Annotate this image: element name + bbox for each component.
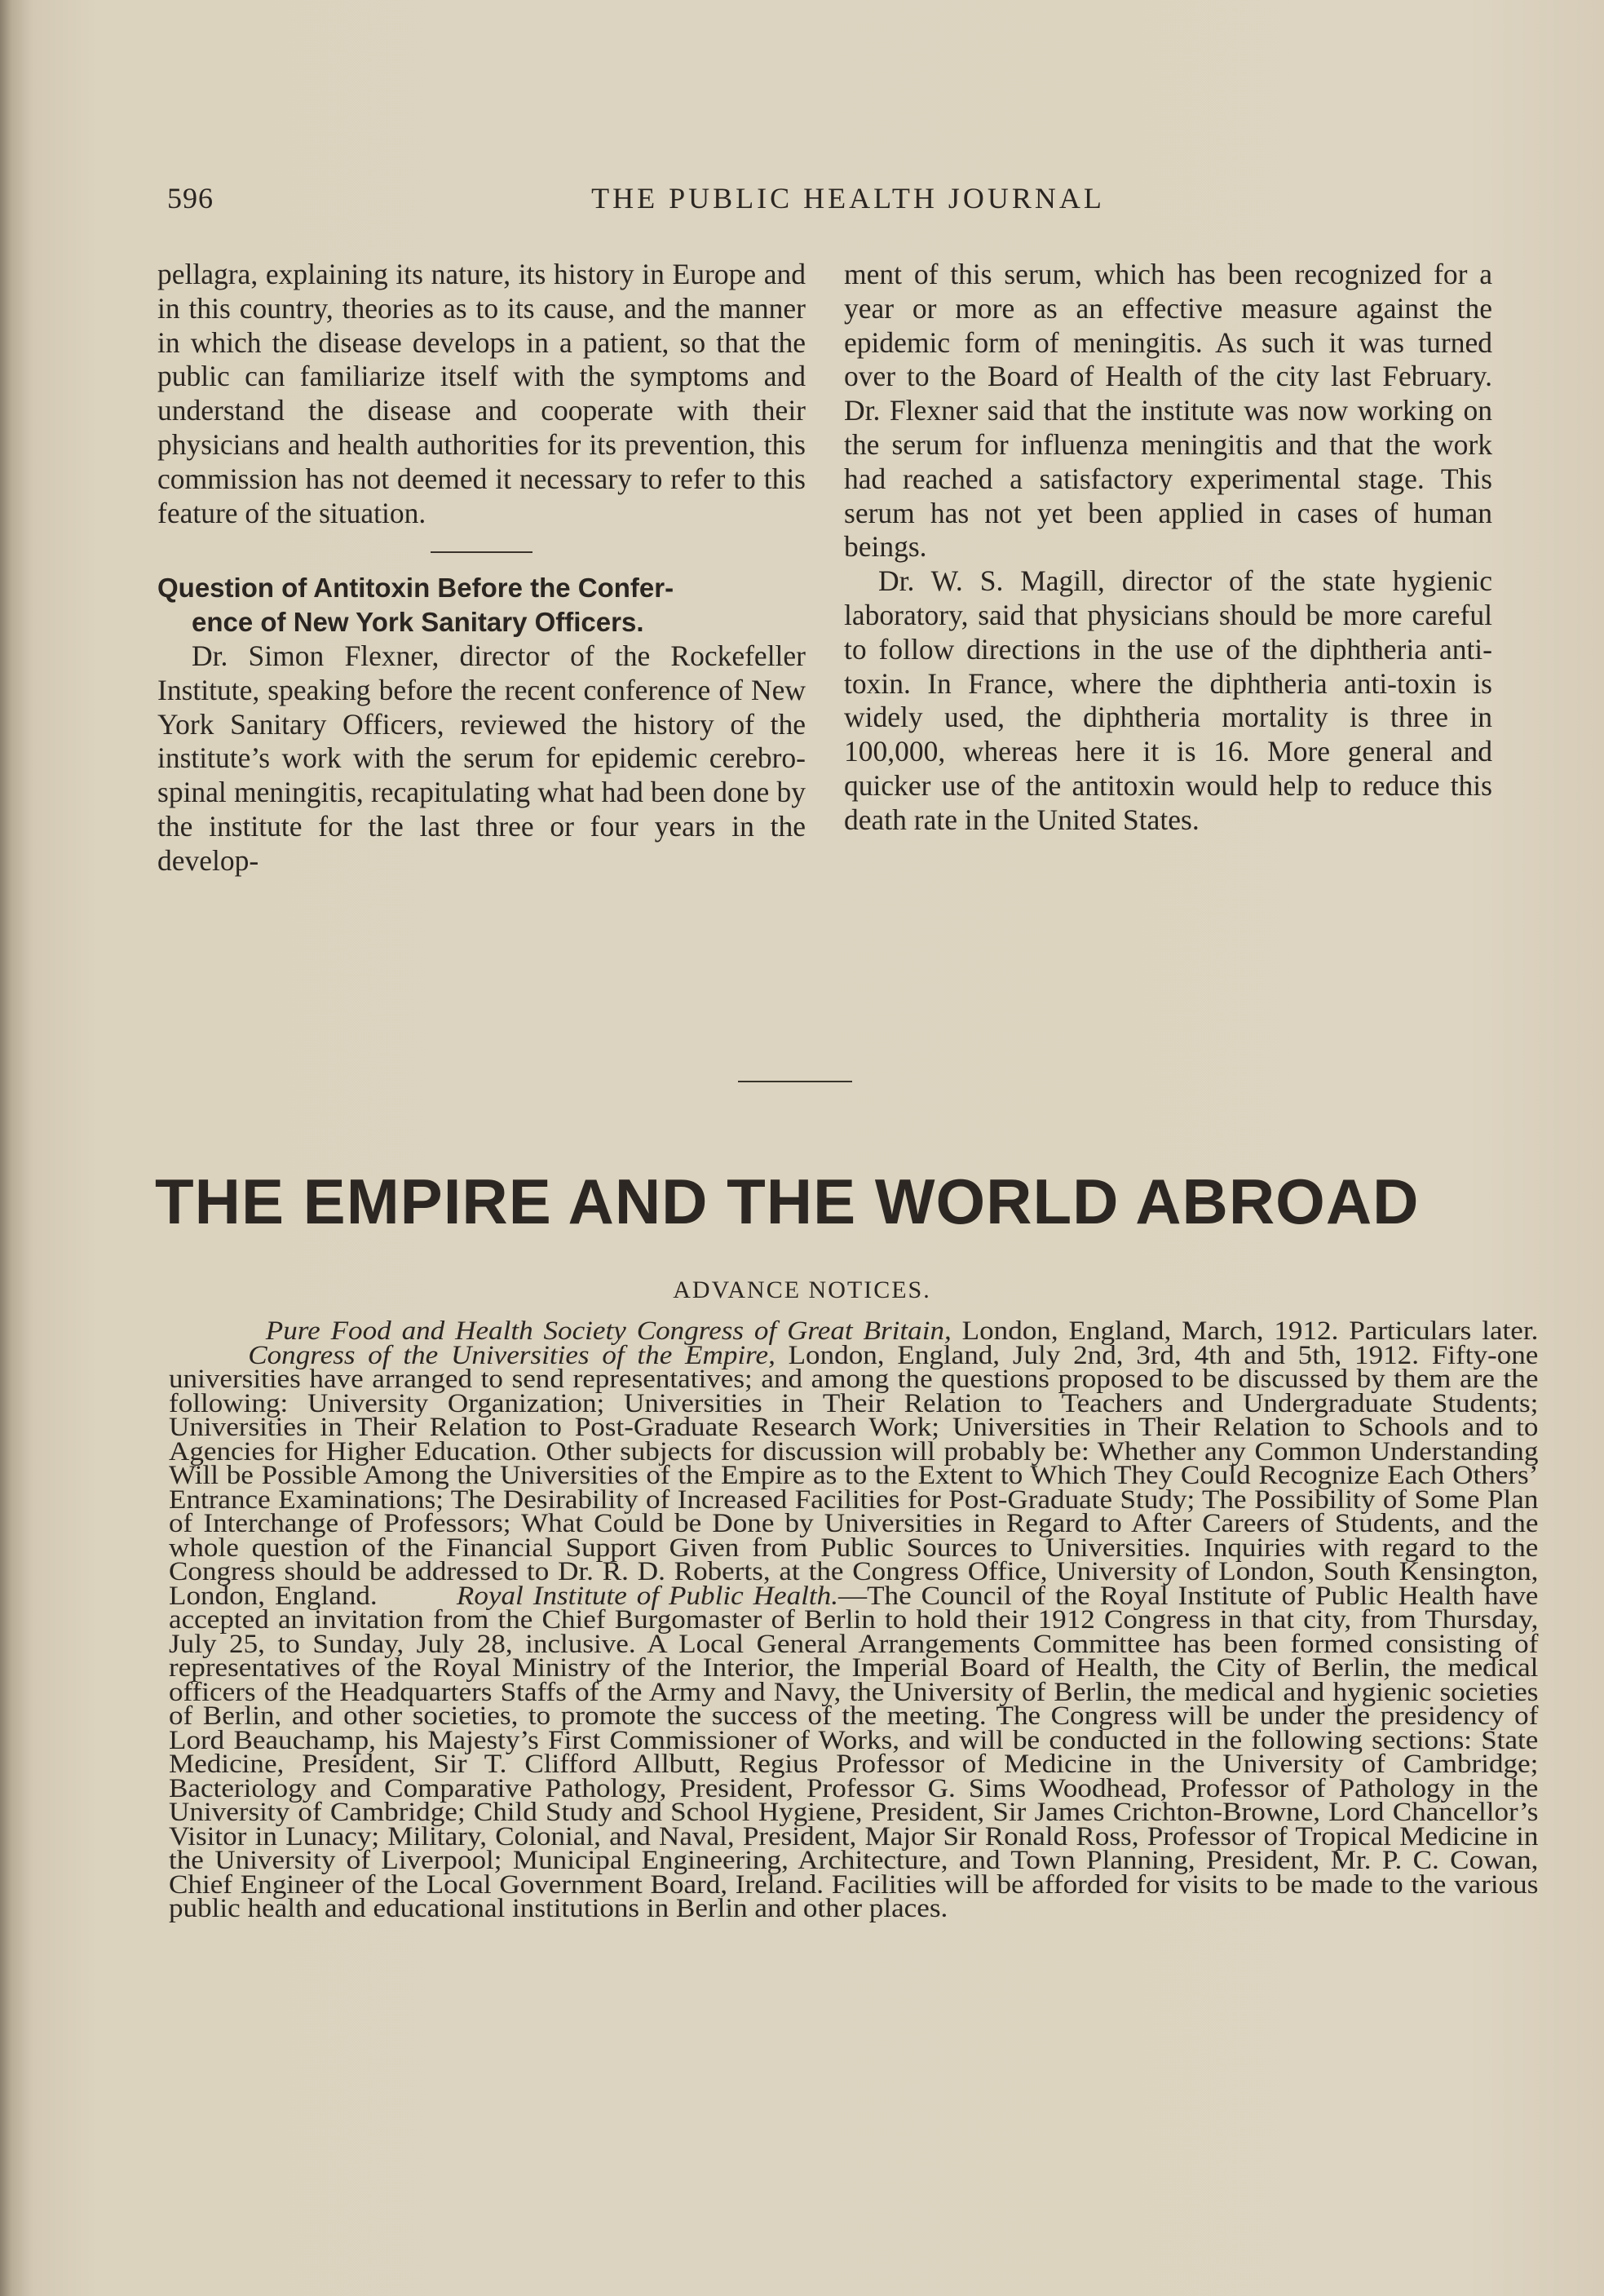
page-number: 596 xyxy=(167,182,214,215)
section-title: THE EMPIRE AND THE WORLD ABROAD xyxy=(155,1166,1420,1237)
right-column xyxy=(844,258,1492,838)
antitoxin-heading-line-2: ence of New York Sanitary Officers. xyxy=(192,607,644,638)
notices-paragraph xyxy=(169,1316,1539,1923)
notice-3-title: Royal Institute of Public Health. xyxy=(456,1581,838,1611)
notice-1-title: Pure Food and Health Society Congress of Great Britain, xyxy=(265,1316,952,1346)
advance-notices-heading: ADVANCE NOTICES. xyxy=(673,1276,931,1303)
notice-3-text: —The Council of the Royal Institute of Public Health have accepted an invitation from the Chief Burgomaster of Berlin to hold their 1912 Congress in that city, from Thursday, July 25, to Sunday, July 28, inclusive. A Local General Arrangements Committee has been formed consisting of representatives of the Royal Ministry of the Interior, the Imperial Board of Health, the City of Berlin, the medical officers of the Headquarters Staffs of the Army and Navy, the University of Berlin, the medical and hygienic societies of Berlin, and other societies, to promote the success of the meeting. The Congress will be under the presidency of Lord Beauchamp, his Majesty’s First Commissioner of Works, and will be conducted in the following sections: State Medicine, President, Sir T. Clifford Allbutt, Regius Professor of Medicine in the University of Cambridge; Bacteriology and Comparative Pathology, President, Professor G. Sims Woodhead, Professor of Pathology in the University of Cambridge; Child Study and School Hygiene, President, Sir James Crichton-Browne, Lord Chancellor’s Visitor in Lunacy; Military, Colonial, and Naval, President, Major Sir Ronald Ross, Professor of Tropical Medicine in the University of Liverpool; Municipal Engineering, Architecture, and Town Planning, President, Mr. P. C. Cowan, Chief Engineer of the Local Government Board, Ireland. Facilities will be afforded for visits to be made to the various public health and educational institutions in Berlin and other places. xyxy=(169,1581,1539,1923)
left-paragraph-2: Dr. Simon Flexner, director of the Rockefeller Institute, speaking before the recent conference of New York Sanitary Officers, reviewed the history of the institute’s work with the serum for epidemic cerebro-spinal meningitis, recapitulating what had been done by the institute for the last three or four years in the develop- xyxy=(157,639,806,877)
notice-2-text: London, England, July 2nd, 3rd, 4th and 5th, 1912. Fifty-one universities have arranged to send representatives; and among the questions proposed to be discussed by them are the following: University Organization; Universities in Their Relation to Teachers and Undergraduate Students; Universities in Their Relation to Post-Graduate Research Work; Universities in Their Relation to Schools and to Agencies for Higher Education. Other subjects for discussion will probably be: Whether any Common Understanding Will be Possible Among the Universities of the Empire as to the Extent to Which They Could Recognize Each Others’ Entrance Examinations; The Desirability of Increased Facilities for Post-Graduate Study; The Possibility of Some Plan of Interchange of Professors; What Could be Done by Universities in Regard to After Careers of Students, and the whole question of the Financial Support Given from Public Sources to Universities. Inquiries with regard to the Congress should be addressed to Dr. R. D. Roberts, at the Congress Office, University of London, South Kensington, London, England. xyxy=(169,1340,1539,1611)
notice-1-text: London, England, March, 1912. Particulars later. xyxy=(961,1316,1539,1346)
advance-notices-body xyxy=(169,1316,1539,1923)
running-title: THE PUBLIC HEALTH JOURNAL xyxy=(591,182,1105,215)
left-column xyxy=(157,258,806,878)
left-paragraph-1: pellagra, explaining its nature, its history in Europe and in this country, theories as to its cause, and the manner in which the disease develops in a patient, so that the public can familiarize itself with the symptoms and understand the disease and cooperate with their physicians and health authorities for its prevention, this commission has not deemed it necessary to refer to this feature of the situation. xyxy=(157,258,806,529)
page-header xyxy=(167,181,1529,222)
section-divider-rule xyxy=(738,1081,852,1082)
antitoxin-heading-line-1: Question of Antitoxin Before the Confer- xyxy=(157,573,674,604)
column-divider-rule xyxy=(431,551,532,553)
right-paragraph-2: Dr. W. S. Magill, director of the state hygienic laboratory, said that physicians should be more careful to follow directions in the use of the diphtheria anti-toxin. In France, where the diphtheria anti-toxin is widely used, the diphtheria mortality is three in 100,000, whereas here it is 16. More general and quicker use of the antitoxin would help to reduce this death rate in the United States. xyxy=(844,564,1492,836)
notice-2-title: Congress of the Universities of the Empire, xyxy=(248,1340,775,1370)
antitoxin-heading xyxy=(157,571,806,639)
right-paragraph-1: ment of this serum, which has been recognized for a year or more as an effective measure against the epidemic form of meningitis. As such it was turned over to the Board of Health of the city last February. Dr. Flexner said that the institute was now working on the serum for influenza meningitis and that the work had reached a satisfactory experimental stage. This serum has not yet been applied in cases of human beings. xyxy=(844,258,1492,564)
